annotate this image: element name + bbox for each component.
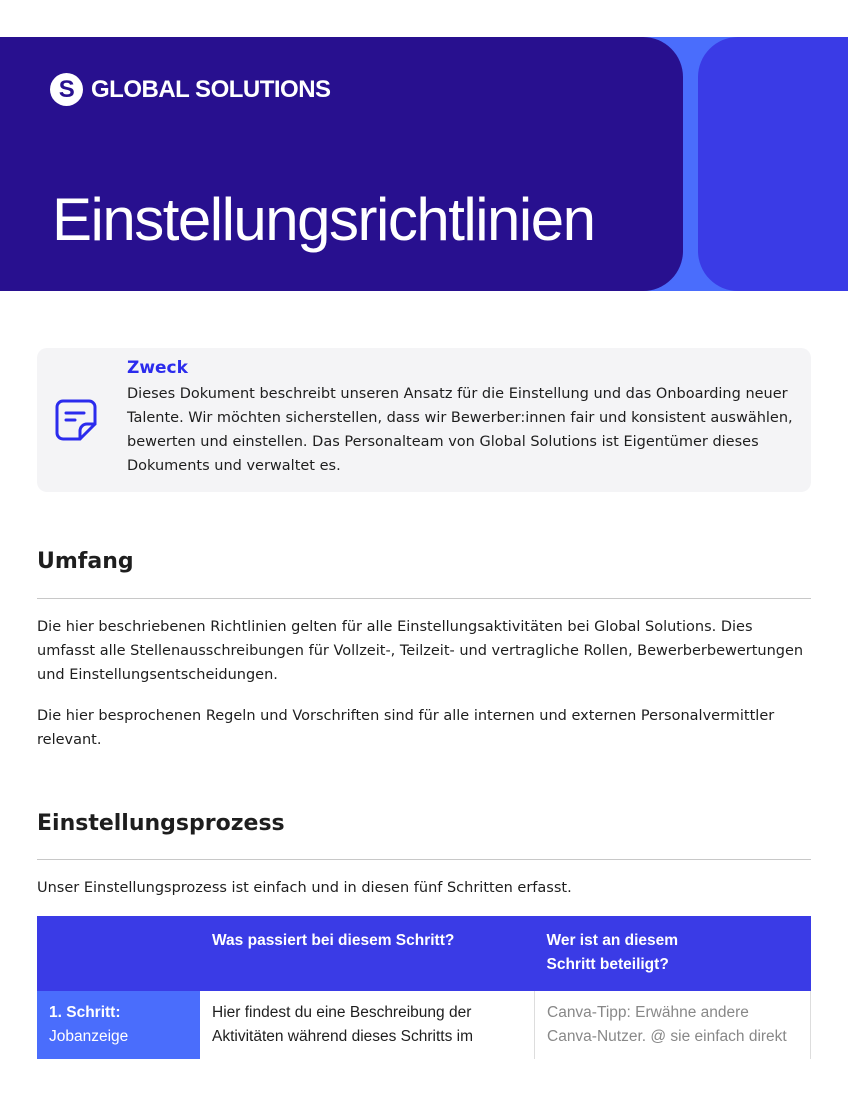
banner-main-panel — [0, 37, 683, 291]
column-header: Was passiert bei diesem Schritt? — [200, 916, 535, 991]
logo-icon: S — [50, 73, 83, 106]
step-participants: Canva-Tipp: Erwähne andere Canva-Nutzer. @ sie einfach direkt — [535, 991, 811, 1059]
purpose-text: Dieses Dokument beschreibt unseren Ansatz für die Einstellung und das Onboarding neuer Talente. Wir möchten sicherstellen, dass wir Bewerber:innen fair und konsistent auswählen, bewerten und einstellen. Das Personalteam von Global Solutions ist Eigentümer dieses Dokuments und verwaltet es. — [127, 386, 793, 474]
banner-side-panel — [698, 37, 848, 291]
step-number: 1. Schritt: — [49, 1004, 121, 1021]
scope-heading: Umfang — [37, 549, 134, 574]
header-banner — [0, 37, 848, 291]
brand-logo — [50, 73, 331, 106]
brand-name: GLOBAL SOLUTIONS — [91, 75, 331, 103]
process-intro: Unser Einstellungsprozess ist einfach und in diesen fünf Schritten erfasst. — [37, 880, 572, 896]
step-cell — [37, 991, 200, 1059]
purpose-heading: Zweck — [127, 358, 188, 378]
divider — [37, 859, 811, 860]
sticky-note-icon — [54, 398, 98, 442]
purpose-callout — [37, 348, 811, 492]
scope-paragraph: Die hier besprochenen Regeln und Vorschriften sind für alle internen und externen Personalvermittler relevant. — [37, 708, 775, 748]
process-heading: Einstellungsprozess — [37, 811, 285, 836]
scope-paragraph: Die hier beschriebenen Richtlinien gelten für alle Einstellungsaktivitäten bei Global Solutions. Dies umfasst alle Stellenausschreibungen für Vollzeit-, Teilzeit- und vertragliche Rollen, Bewerberbewertungen und Einstellungsentscheidungen. — [37, 619, 804, 683]
table-row — [37, 991, 811, 1059]
divider — [37, 598, 811, 599]
step-description: Hier findest du eine Beschreibung der Aktivitäten während dieses Schritts im — [200, 991, 535, 1059]
process-table — [37, 916, 811, 1059]
step-name: Jobanzeige — [49, 1028, 129, 1045]
table-header-row — [37, 916, 811, 991]
column-header: Wer ist an diesem Schritt beteiligt? — [535, 916, 811, 991]
column-header — [37, 916, 200, 991]
page-title: Einstellungsrichtlinien — [52, 186, 595, 253]
